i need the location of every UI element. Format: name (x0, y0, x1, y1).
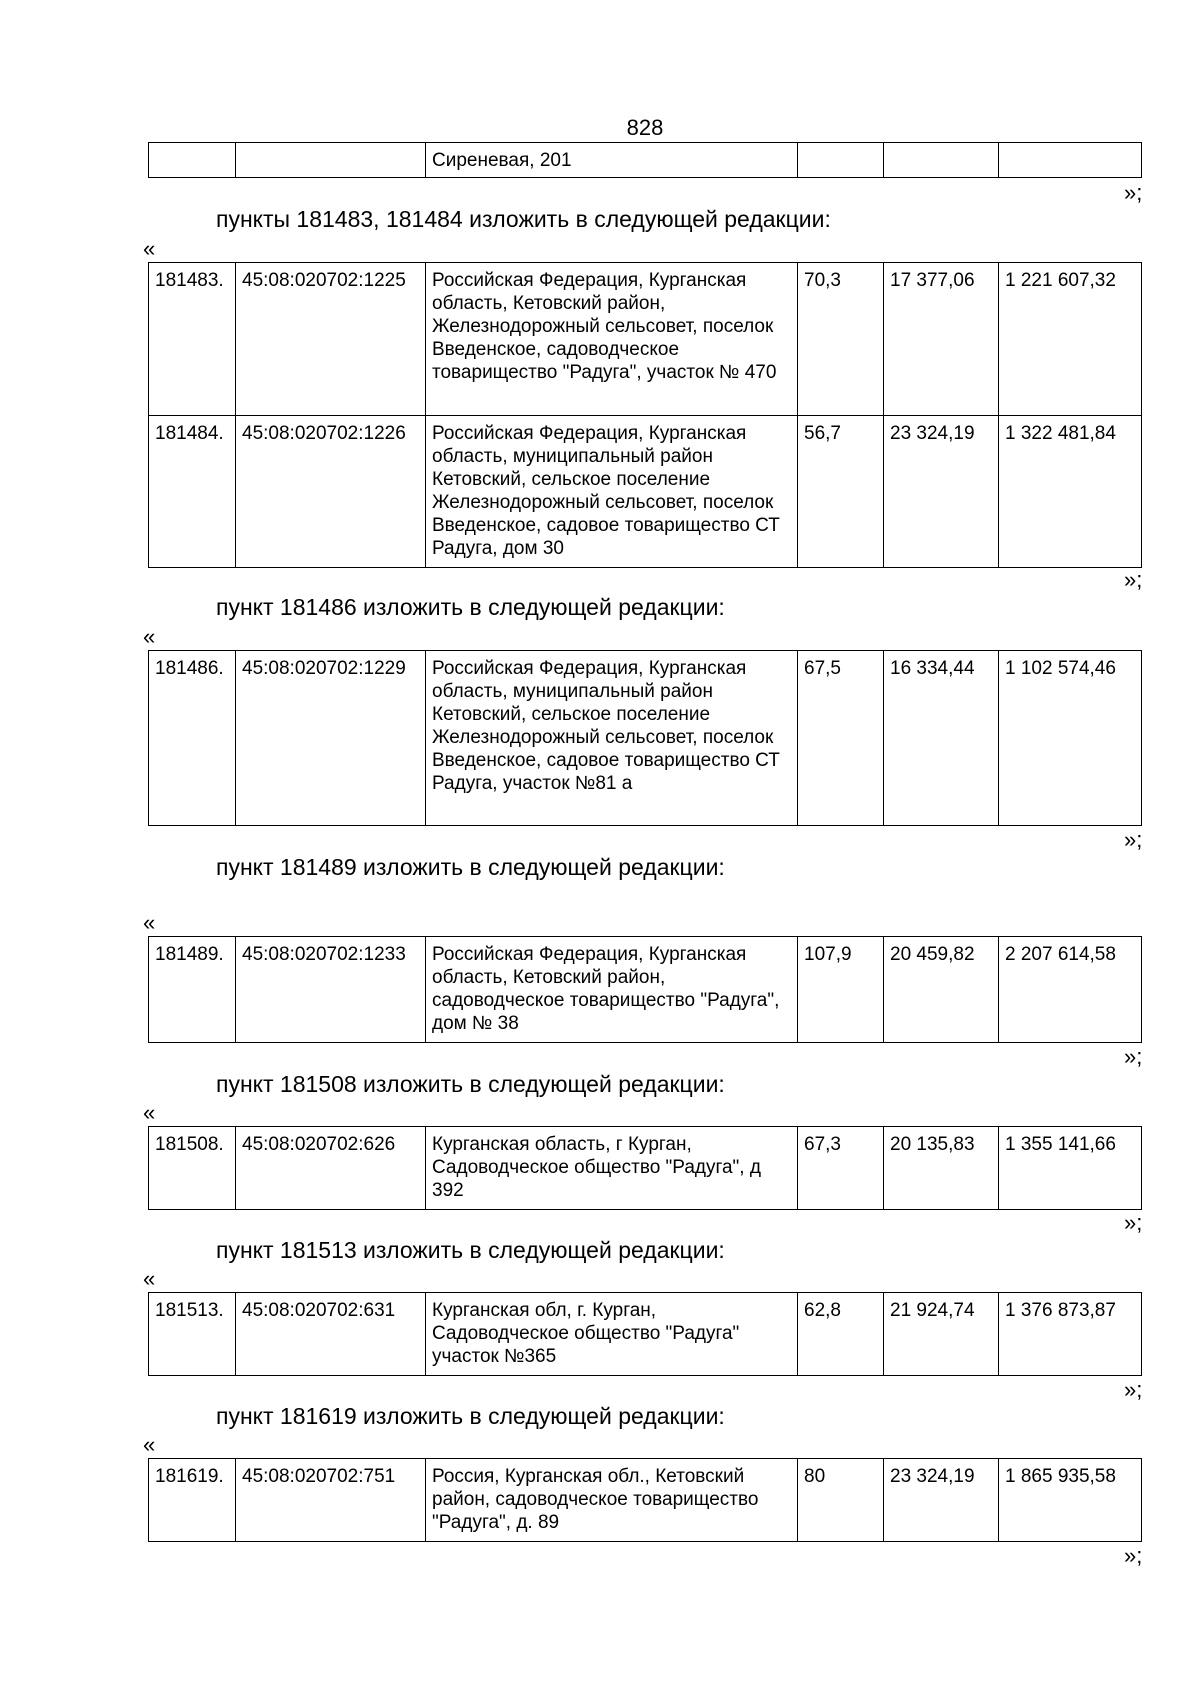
cell-area: 107,9 (798, 937, 884, 1043)
table-row (149, 143, 1142, 178)
cell-number: 181619. (149, 1459, 236, 1542)
cell-unit-value: 21 924,74 (884, 1293, 999, 1376)
cell-address: Курганская обл, г. Курган, Садоводческое общество "Радуга" участок №365 (426, 1293, 798, 1376)
closing-quote: »; (1124, 567, 1143, 592)
amendment-heading: пункт 181619 изложить в следующей редакции: (216, 1403, 725, 1429)
opening-quote: « (143, 624, 156, 649)
cell-cadastral: 45:08:020702:631 (236, 1293, 426, 1376)
amendment-table (148, 262, 1142, 568)
cell-unit-value: 17 377,06 (884, 263, 999, 416)
opening-quote: « (143, 1432, 156, 1457)
cell-unit-value: 23 324,19 (884, 416, 999, 568)
amendment-heading: пункт 181513 изложить в следующей редакции: (216, 1237, 725, 1263)
cell-total-value: 1 376 873,87 (999, 1293, 1142, 1376)
cell-area: 56,7 (798, 416, 884, 568)
cell-total-value: 1 221 607,32 (999, 263, 1142, 416)
cell-unit-value (884, 143, 999, 178)
closing-quote: »; (1124, 827, 1143, 852)
cell-address: Российская Федерация, Курганская область, муниципальный район Кетовский, сельское поселение Железнодорожный сельсовет, поселок Введенское, садовое товарищество СТ Радуга, участок №81 а (426, 651, 798, 826)
cell-cadastral: 45:08:020702:1233 (236, 937, 426, 1043)
cell-number: 181483. (149, 263, 236, 416)
cell-unit-value: 23 324,19 (884, 1459, 999, 1542)
amendment-heading: пункт 181508 изложить в следующей редакции: (216, 1071, 725, 1097)
cell-area: 62,8 (798, 1293, 884, 1376)
cell-address: Российская Федерация, Курганская область, Кетовский район, садоводческое товарищество "Радуга", дом № 38 (426, 937, 798, 1043)
cell-number (149, 143, 236, 178)
cell-number: 181486. (149, 651, 236, 826)
cell-total-value (999, 143, 1142, 178)
page-number: 828 (626, 115, 664, 140)
amendment-table (148, 936, 1142, 1043)
cell-total-value: 1 322 481,84 (999, 416, 1142, 568)
cell-cadastral (236, 143, 426, 178)
table-row (149, 1293, 1142, 1376)
cell-cadastral: 45:08:020702:1225 (236, 263, 426, 416)
cell-area (798, 143, 884, 178)
cell-number: 181484. (149, 416, 236, 568)
amendment-table (148, 650, 1142, 826)
cell-area: 80 (798, 1459, 884, 1542)
opening-quote: « (143, 236, 156, 261)
cell-unit-value: 20 135,83 (884, 1127, 999, 1210)
cell-area: 67,5 (798, 651, 884, 826)
opening-quote: « (143, 910, 156, 935)
cell-cadastral: 45:08:020702:1226 (236, 416, 426, 568)
cell-number: 181513. (149, 1293, 236, 1376)
cell-address: Россия, Курганская обл., Кетовский район, садоводческое товарищество "Радуга", д. 89 (426, 1459, 798, 1542)
cell-address: Российская Федерация, Курганская область, муниципальный район Кетовский, сельское поселение Железнодорожный сельсовет, поселок Введенское, садовое товарищество СТ Радуга, дом 30 (426, 416, 798, 568)
cell-total-value: 1 355 141,66 (999, 1127, 1142, 1210)
amendment-table (148, 1458, 1142, 1542)
cell-number: 181508. (149, 1127, 236, 1210)
cell-address: Сиреневая, 201 (426, 143, 798, 178)
cell-total-value: 2 207 614,58 (999, 937, 1142, 1043)
cell-unit-value: 16 334,44 (884, 651, 999, 826)
amendment-table (148, 1292, 1142, 1376)
amendment-heading: пункт 181486 изложить в следующей редакции: (216, 594, 725, 620)
cell-area: 67,3 (798, 1127, 884, 1210)
table-row (149, 1127, 1142, 1210)
amendment-table (148, 1126, 1142, 1210)
amendment-heading: пункты 181483, 181484 изложить в следующей редакции: (216, 206, 831, 232)
cell-address: Российская Федерация, Курганская область, Кетовский район, Железнодорожный сельсовет, поселок Введенское, садоводческое товарищество "Радуга", участок № 470 (426, 263, 798, 416)
table-row (149, 937, 1142, 1043)
closing-quote: »; (1124, 1543, 1143, 1568)
amendment-heading: пункт 181489 изложить в следующей редакции: (216, 854, 725, 880)
closing-quote: »; (1124, 180, 1143, 205)
table-row (149, 1459, 1142, 1542)
cell-cadastral: 45:08:020702:626 (236, 1127, 426, 1210)
closing-quote: »; (1124, 1044, 1143, 1069)
cell-area: 70,3 (798, 263, 884, 416)
cell-unit-value: 20 459,82 (884, 937, 999, 1043)
cell-address: Курганская область, г Курган, Садоводческое общество "Радуга", д 392 (426, 1127, 798, 1210)
cell-cadastral: 45:08:020702:751 (236, 1459, 426, 1542)
cell-cadastral: 45:08:020702:1229 (236, 651, 426, 826)
top-table (148, 142, 1142, 178)
opening-quote: « (143, 1100, 156, 1125)
table-row (149, 416, 1142, 568)
closing-quote: »; (1124, 1210, 1143, 1235)
cell-number: 181489. (149, 937, 236, 1043)
cell-total-value: 1 865 935,58 (999, 1459, 1142, 1542)
table-row (149, 651, 1142, 826)
closing-quote: »; (1124, 1377, 1143, 1402)
cell-total-value: 1 102 574,46 (999, 651, 1142, 826)
table-row (149, 263, 1142, 416)
opening-quote: « (143, 1266, 156, 1291)
